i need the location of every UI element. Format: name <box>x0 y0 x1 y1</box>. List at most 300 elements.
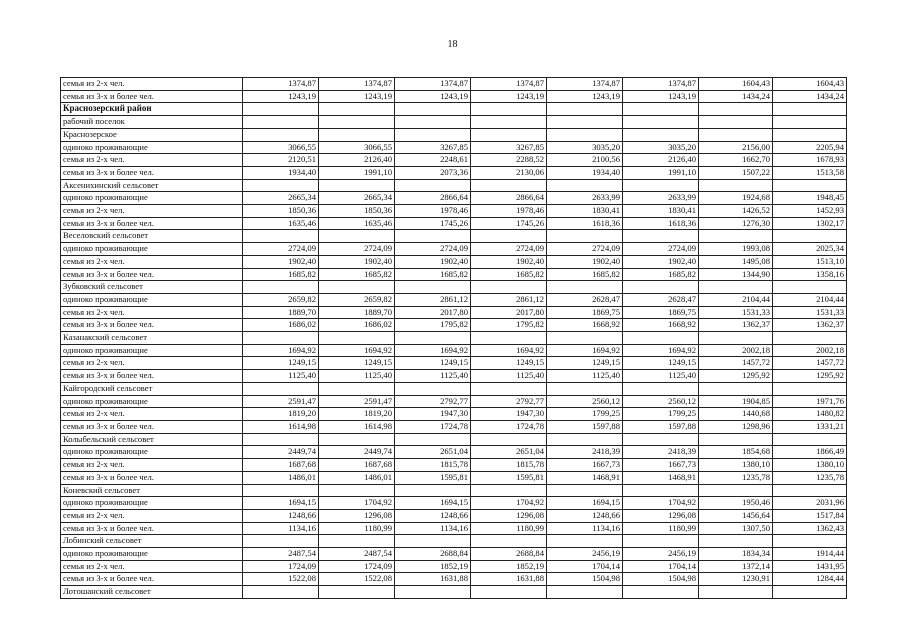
value-cell: 1457,72 <box>699 357 773 370</box>
table-row <box>61 78 847 91</box>
row-label: семья из 3-х и более чел. <box>61 319 243 332</box>
value-cell <box>319 382 395 395</box>
value-cell: 3267,85 <box>395 141 471 154</box>
value-cell: 2724,09 <box>623 243 699 256</box>
value-cell <box>699 179 773 192</box>
value-cell: 1522,08 <box>319 573 395 586</box>
value-cell: 1243,19 <box>319 90 395 103</box>
value-cell <box>319 484 395 497</box>
value-cell: 1531,33 <box>699 306 773 319</box>
value-cell <box>699 230 773 243</box>
value-cell: 2633,99 <box>547 192 623 205</box>
value-cell <box>471 103 547 116</box>
value-cell: 2628,47 <box>547 293 623 306</box>
value-cell: 1134,16 <box>547 522 623 535</box>
table-row <box>61 205 847 218</box>
value-cell <box>319 128 395 141</box>
value-cell: 1134,16 <box>395 522 471 535</box>
value-cell: 1604,43 <box>773 78 847 91</box>
value-cell: 2724,09 <box>547 243 623 256</box>
value-cell: 1125,40 <box>547 370 623 383</box>
value-cell: 1248,66 <box>395 509 471 522</box>
row-label: семья из 2-х чел. <box>61 154 243 167</box>
row-label: одиноко проживающие <box>61 141 243 154</box>
value-cell <box>547 230 623 243</box>
value-cell: 1134,16 <box>243 522 319 535</box>
value-cell <box>623 128 699 141</box>
value-cell: 1513,58 <box>773 166 847 179</box>
value-cell <box>699 382 773 395</box>
value-cell <box>319 433 395 446</box>
value-cell <box>243 433 319 446</box>
value-cell: 1362,37 <box>773 319 847 332</box>
value-cell <box>623 484 699 497</box>
value-cell <box>395 484 471 497</box>
value-cell: 1125,40 <box>243 370 319 383</box>
value-cell: 1243,19 <box>243 90 319 103</box>
value-cell: 1486,01 <box>243 471 319 484</box>
value-cell <box>547 116 623 129</box>
value-cell <box>623 179 699 192</box>
table-row <box>61 268 847 281</box>
row-label: Краснозерское <box>61 128 243 141</box>
value-cell: 1180,99 <box>319 522 395 535</box>
value-cell: 1694,92 <box>243 344 319 357</box>
value-cell <box>395 281 471 294</box>
table-row <box>61 459 847 472</box>
value-cell: 1295,92 <box>699 370 773 383</box>
value-cell: 1243,19 <box>623 90 699 103</box>
value-cell: 1374,87 <box>243 78 319 91</box>
value-cell: 1513,10 <box>773 255 847 268</box>
value-cell: 2866,64 <box>395 192 471 205</box>
row-label: семья из 2-х чел. <box>61 357 243 370</box>
value-cell: 1358,16 <box>773 268 847 281</box>
value-cell <box>319 103 395 116</box>
value-cell <box>471 484 547 497</box>
value-cell: 2456,19 <box>547 548 623 561</box>
value-cell: 1724,78 <box>395 420 471 433</box>
value-cell: 1685,82 <box>623 268 699 281</box>
value-cell: 1819,20 <box>243 408 319 421</box>
value-cell: 1456,64 <box>699 509 773 522</box>
table-row <box>61 90 847 103</box>
value-cell: 2017,80 <box>395 306 471 319</box>
value-cell <box>319 281 395 294</box>
table-row <box>61 141 847 154</box>
value-cell: 2449,74 <box>319 446 395 459</box>
value-cell: 1486,01 <box>319 471 395 484</box>
value-cell: 1362,37 <box>699 319 773 332</box>
value-cell: 2456,19 <box>623 548 699 561</box>
value-cell <box>623 586 699 599</box>
value-cell: 1971,76 <box>773 395 847 408</box>
value-cell <box>319 535 395 548</box>
value-cell: 1296,08 <box>623 509 699 522</box>
value-cell: 1815,78 <box>471 459 547 472</box>
value-cell: 1834,34 <box>699 548 773 561</box>
row-label: семья из 2-х чел. <box>61 255 243 268</box>
group-header-row <box>61 433 847 446</box>
table-row <box>61 357 847 370</box>
value-cell <box>319 230 395 243</box>
value-cell <box>699 484 773 497</box>
value-cell: 1667,73 <box>547 459 623 472</box>
value-cell: 1694,92 <box>319 344 395 357</box>
value-cell: 1902,40 <box>471 255 547 268</box>
table-row <box>61 548 847 561</box>
value-cell: 3066,55 <box>243 141 319 154</box>
value-cell <box>773 281 847 294</box>
table-row <box>61 497 847 510</box>
row-label: Лобинский сельсовет <box>61 535 243 548</box>
value-cell <box>773 484 847 497</box>
value-cell: 1243,19 <box>547 90 623 103</box>
value-cell: 2651,04 <box>395 446 471 459</box>
value-cell <box>243 382 319 395</box>
value-cell: 1180,99 <box>623 522 699 535</box>
value-cell: 1745,26 <box>395 217 471 230</box>
row-label: одиноко проживающие <box>61 548 243 561</box>
row-label: одиноко проживающие <box>61 446 243 459</box>
row-label: Аксенихинский сельсовет <box>61 179 243 192</box>
value-cell: 2659,82 <box>319 293 395 306</box>
value-cell <box>471 433 547 446</box>
value-cell: 1374,87 <box>395 78 471 91</box>
value-cell <box>699 332 773 345</box>
value-cell <box>243 230 319 243</box>
value-cell: 1667,73 <box>623 459 699 472</box>
value-cell: 2248,61 <box>395 154 471 167</box>
value-cell: 1344,90 <box>699 268 773 281</box>
value-cell: 1685,82 <box>395 268 471 281</box>
value-cell: 2724,09 <box>471 243 547 256</box>
value-cell: 1635,46 <box>319 217 395 230</box>
value-cell: 1249,15 <box>623 357 699 370</box>
value-cell: 1934,40 <box>243 166 319 179</box>
value-cell: 2130,06 <box>471 166 547 179</box>
value-cell <box>319 179 395 192</box>
value-cell: 2665,34 <box>243 192 319 205</box>
row-label: семья из 3-х и более чел. <box>61 90 243 103</box>
value-cell: 1902,40 <box>319 255 395 268</box>
value-cell: 1284,44 <box>773 573 847 586</box>
value-cell <box>243 281 319 294</box>
value-cell <box>471 116 547 129</box>
row-label: Зубковский сельсовет <box>61 281 243 294</box>
value-cell: 2591,47 <box>243 395 319 408</box>
value-cell: 1331,21 <box>773 420 847 433</box>
value-cell: 1249,15 <box>243 357 319 370</box>
table-row <box>61 306 847 319</box>
row-label: Лотошанский сельсовет <box>61 586 243 599</box>
value-cell: 3035,20 <box>547 141 623 154</box>
value-cell: 1830,41 <box>623 205 699 218</box>
value-cell: 2487,54 <box>319 548 395 561</box>
value-cell: 1902,40 <box>623 255 699 268</box>
value-cell: 2104,44 <box>699 293 773 306</box>
value-cell: 1452,93 <box>773 205 847 218</box>
value-cell: 1468,91 <box>547 471 623 484</box>
value-cell: 1372,14 <box>699 560 773 573</box>
table-body <box>61 78 847 599</box>
value-cell: 2792,77 <box>395 395 471 408</box>
value-cell: 1904,85 <box>699 395 773 408</box>
value-cell: 1434,24 <box>773 90 847 103</box>
value-cell: 1631,88 <box>395 573 471 586</box>
value-cell <box>699 103 773 116</box>
value-cell <box>395 382 471 395</box>
value-cell: 1850,36 <box>243 205 319 218</box>
value-cell: 1685,82 <box>547 268 623 281</box>
value-cell: 2659,82 <box>243 293 319 306</box>
value-cell: 1685,82 <box>243 268 319 281</box>
value-cell: 1819,20 <box>319 408 395 421</box>
table-row <box>61 255 847 268</box>
value-cell: 1724,09 <box>243 560 319 573</box>
value-cell: 1595,81 <box>395 471 471 484</box>
table-row <box>61 408 847 421</box>
group-header-row <box>61 382 847 395</box>
value-cell: 1531,33 <box>773 306 847 319</box>
value-cell <box>319 586 395 599</box>
value-cell: 1685,82 <box>319 268 395 281</box>
value-cell: 1595,81 <box>471 471 547 484</box>
value-cell <box>471 179 547 192</box>
value-cell: 2866,64 <box>471 192 547 205</box>
value-cell <box>773 103 847 116</box>
value-cell <box>471 128 547 141</box>
value-cell: 2025,34 <box>773 243 847 256</box>
value-cell: 1380,10 <box>773 459 847 472</box>
value-cell: 3267,85 <box>471 141 547 154</box>
value-cell: 2487,54 <box>243 548 319 561</box>
row-label: семья из 2-х чел. <box>61 459 243 472</box>
value-cell: 1991,10 <box>319 166 395 179</box>
value-cell: 2633,99 <box>623 192 699 205</box>
value-cell: 1914,44 <box>773 548 847 561</box>
value-cell <box>243 116 319 129</box>
value-cell: 1948,45 <box>773 192 847 205</box>
value-cell: 1362,43 <box>773 522 847 535</box>
value-cell: 1869,75 <box>623 306 699 319</box>
value-cell <box>395 586 471 599</box>
value-cell: 1426,52 <box>699 205 773 218</box>
value-cell <box>547 586 623 599</box>
value-cell: 2688,84 <box>471 548 547 561</box>
value-cell: 2628,47 <box>623 293 699 306</box>
value-cell: 1687,68 <box>319 459 395 472</box>
row-label: Кайгородский сельсовет <box>61 382 243 395</box>
value-cell: 1799,25 <box>547 408 623 421</box>
value-cell: 1380,10 <box>699 459 773 472</box>
group-header-row <box>61 586 847 599</box>
value-cell <box>773 433 847 446</box>
value-cell <box>471 535 547 548</box>
value-cell <box>395 230 471 243</box>
page-number: 18 <box>447 39 458 50</box>
value-cell <box>547 128 623 141</box>
value-cell: 3035,20 <box>623 141 699 154</box>
value-cell: 1947,30 <box>395 408 471 421</box>
table-row <box>61 395 847 408</box>
value-cell <box>773 179 847 192</box>
value-cell: 2205,94 <box>773 141 847 154</box>
value-cell <box>699 116 773 129</box>
value-cell: 1522,08 <box>243 573 319 586</box>
value-cell: 1249,15 <box>395 357 471 370</box>
row-label: семья из 2-х чел. <box>61 560 243 573</box>
value-cell: 1374,87 <box>471 78 547 91</box>
value-cell <box>699 586 773 599</box>
value-cell: 1249,15 <box>547 357 623 370</box>
value-cell: 2651,04 <box>471 446 547 459</box>
value-cell <box>471 382 547 395</box>
value-cell: 2100,56 <box>547 154 623 167</box>
value-cell: 2724,09 <box>319 243 395 256</box>
row-label: семья из 2-х чел. <box>61 205 243 218</box>
table-row <box>61 509 847 522</box>
value-cell: 2031,96 <box>773 497 847 510</box>
value-cell: 1685,82 <box>471 268 547 281</box>
value-cell: 1724,09 <box>319 560 395 573</box>
value-cell: 1694,15 <box>243 497 319 510</box>
row-label: одиноко проживающие <box>61 395 243 408</box>
value-cell: 1799,25 <box>623 408 699 421</box>
value-cell <box>471 586 547 599</box>
value-cell: 2591,47 <box>319 395 395 408</box>
value-cell <box>699 128 773 141</box>
row-label: семья из 2-х чел. <box>61 306 243 319</box>
row-label: одиноко проживающие <box>61 293 243 306</box>
value-cell <box>623 281 699 294</box>
value-cell: 1298,96 <box>699 420 773 433</box>
value-cell <box>773 586 847 599</box>
row-label: семья из 3-х и более чел. <box>61 471 243 484</box>
value-cell <box>547 103 623 116</box>
row-label: одиноко проживающие <box>61 344 243 357</box>
value-cell: 2104,44 <box>773 293 847 306</box>
value-cell: 2002,18 <box>773 344 847 357</box>
value-cell: 1991,10 <box>623 166 699 179</box>
value-cell: 1815,78 <box>395 459 471 472</box>
row-label: одиноко проживающие <box>61 497 243 510</box>
value-cell: 1180,99 <box>471 522 547 535</box>
value-cell: 1374,87 <box>547 78 623 91</box>
value-cell <box>547 535 623 548</box>
value-cell <box>623 116 699 129</box>
value-cell: 1687,68 <box>243 459 319 472</box>
value-cell: 1295,92 <box>773 370 847 383</box>
value-cell: 1854,68 <box>699 446 773 459</box>
table-row <box>61 293 847 306</box>
value-cell <box>319 116 395 129</box>
value-cell: 1248,66 <box>547 509 623 522</box>
value-cell <box>623 535 699 548</box>
row-label: семья из 3-х и более чел. <box>61 217 243 230</box>
value-cell: 2665,34 <box>319 192 395 205</box>
value-cell: 1374,87 <box>623 78 699 91</box>
value-cell <box>547 433 623 446</box>
value-cell: 2156,00 <box>699 141 773 154</box>
value-cell: 2560,12 <box>547 395 623 408</box>
value-cell: 1978,46 <box>471 205 547 218</box>
value-cell: 3066,55 <box>319 141 395 154</box>
group-header-row <box>61 281 847 294</box>
value-cell: 1694,92 <box>623 344 699 357</box>
value-cell: 1694,92 <box>547 344 623 357</box>
value-cell <box>773 230 847 243</box>
value-cell <box>699 433 773 446</box>
value-cell: 2861,12 <box>395 293 471 306</box>
value-cell: 2724,09 <box>395 243 471 256</box>
value-cell: 1850,36 <box>319 205 395 218</box>
value-cell <box>243 103 319 116</box>
row-label: рабочий поселок <box>61 116 243 129</box>
value-cell <box>243 535 319 548</box>
value-cell: 1724,78 <box>471 420 547 433</box>
value-cell: 1249,15 <box>319 357 395 370</box>
table-row <box>61 522 847 535</box>
value-cell <box>547 281 623 294</box>
value-cell: 1852,19 <box>395 560 471 573</box>
table-row <box>61 420 847 433</box>
value-cell: 1597,88 <box>547 420 623 433</box>
value-cell: 1296,08 <box>471 509 547 522</box>
value-cell: 1889,70 <box>319 306 395 319</box>
value-cell: 1934,40 <box>547 166 623 179</box>
row-label: семья из 2-х чел. <box>61 78 243 91</box>
row-label: Коневский сельсовет <box>61 484 243 497</box>
row-label: одиноко проживающие <box>61 192 243 205</box>
value-cell: 1869,75 <box>547 306 623 319</box>
value-cell <box>243 332 319 345</box>
value-cell: 2792,77 <box>471 395 547 408</box>
value-cell: 2688,84 <box>395 548 471 561</box>
value-cell: 1125,40 <box>471 370 547 383</box>
group-header-row <box>61 332 847 345</box>
value-cell <box>623 433 699 446</box>
value-cell: 1618,36 <box>623 217 699 230</box>
value-cell <box>773 382 847 395</box>
value-cell: 1249,15 <box>471 357 547 370</box>
value-cell: 1795,82 <box>471 319 547 332</box>
value-cell <box>699 535 773 548</box>
value-cell: 1686,02 <box>319 319 395 332</box>
value-cell: 1950,46 <box>699 497 773 510</box>
value-cell: 1480,82 <box>773 408 847 421</box>
table-row <box>61 344 847 357</box>
value-cell: 1468,91 <box>623 471 699 484</box>
value-cell: 1668,92 <box>623 319 699 332</box>
value-cell <box>243 484 319 497</box>
table-row <box>61 370 847 383</box>
value-cell: 1434,24 <box>699 90 773 103</box>
value-cell: 1230,91 <box>699 573 773 586</box>
row-label: семья из 3-х и более чел. <box>61 166 243 179</box>
section-row <box>61 103 847 116</box>
value-cell: 1440,68 <box>699 408 773 421</box>
row-label: Казанакский сельсовет <box>61 332 243 345</box>
value-cell: 2073,36 <box>395 166 471 179</box>
value-cell: 2560,12 <box>623 395 699 408</box>
table-row <box>61 243 847 256</box>
value-cell: 1668,92 <box>547 319 623 332</box>
group-header-row <box>61 230 847 243</box>
value-cell: 1125,40 <box>395 370 471 383</box>
value-cell: 1307,50 <box>699 522 773 535</box>
value-cell: 2288,52 <box>471 154 547 167</box>
